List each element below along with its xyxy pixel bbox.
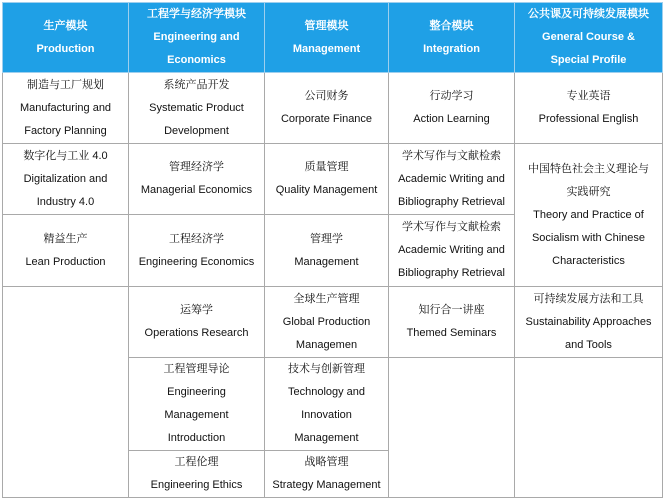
course-cell bbox=[265, 358, 389, 451]
empty-cell bbox=[515, 358, 663, 498]
course-en: Characteristics bbox=[552, 254, 625, 267]
course-cell bbox=[265, 451, 389, 498]
course-cell bbox=[129, 215, 265, 287]
course-en: Lean Production bbox=[25, 255, 106, 268]
course-cell bbox=[265, 73, 389, 144]
course-en: Engineering Ethics bbox=[150, 479, 243, 491]
course-zh: 全球生产管理 bbox=[293, 292, 360, 305]
course-en: Systematic Product bbox=[149, 101, 244, 114]
course-zh: 质量管理 bbox=[304, 161, 349, 173]
course-zh: 知行合一讲座 bbox=[418, 304, 485, 316]
course-en: Digitalization and bbox=[23, 172, 108, 185]
header-en: Engineering and bbox=[153, 31, 240, 43]
course-zh: 运筹学 bbox=[180, 304, 213, 316]
course-cell bbox=[265, 144, 389, 215]
course-cell bbox=[129, 73, 265, 144]
course-en: Management bbox=[164, 409, 229, 421]
course-en: Management bbox=[294, 255, 359, 268]
course-zh: 专业英语 bbox=[566, 90, 611, 102]
header-en: Special Profile bbox=[550, 54, 627, 66]
course-en: Innovation bbox=[301, 409, 352, 421]
course-en: Managemen bbox=[295, 338, 358, 351]
course-en: Factory Planning bbox=[24, 124, 107, 137]
course-en: Quality Management bbox=[275, 184, 378, 196]
course-en: Introduction bbox=[167, 432, 226, 444]
empty-cell bbox=[389, 358, 515, 498]
header-en: Economics bbox=[167, 54, 226, 66]
course-zh: 实践研究 bbox=[566, 185, 611, 198]
course-zh: 可持续发展方法和工具 bbox=[533, 292, 644, 305]
course-en: Engineering bbox=[167, 386, 226, 398]
header-zh: 整合模块 bbox=[429, 19, 474, 32]
course-en: Managerial Economics bbox=[140, 184, 253, 196]
header-integration bbox=[389, 3, 515, 73]
course-zh: 公司财务 bbox=[304, 90, 349, 102]
course-cell bbox=[265, 287, 389, 358]
course-zh: 管理经济学 bbox=[169, 161, 224, 173]
course-en: Bibliography Retrieval bbox=[398, 267, 505, 279]
course-en: Corporate Finance bbox=[280, 113, 373, 125]
course-cell bbox=[265, 215, 389, 287]
course-zh: 战略管理 bbox=[304, 456, 349, 468]
course-zh: 工程伦理 bbox=[174, 456, 219, 468]
course-cell bbox=[389, 73, 515, 144]
course-en: and Tools bbox=[565, 338, 612, 351]
course-cell bbox=[389, 144, 515, 215]
course-en: Theory and Practice of bbox=[533, 208, 644, 221]
course-en: Academic Writing and bbox=[398, 244, 505, 256]
course-zh: 数字化与工业 4.0 bbox=[23, 149, 108, 162]
course-zh: 学术写作与文献检索 bbox=[402, 149, 501, 162]
header-zh: 公共课及可持续发展模块 bbox=[528, 8, 649, 20]
course-cell bbox=[515, 73, 663, 144]
header-row bbox=[3, 3, 663, 73]
course-zh: 行动学习 bbox=[429, 90, 474, 102]
course-zh: 技术与创新管理 bbox=[288, 363, 365, 375]
course-en: Sustainability Approaches bbox=[525, 315, 652, 328]
course-zh: 精益生产 bbox=[43, 232, 88, 245]
course-cell bbox=[3, 215, 129, 287]
course-en: Socialism with Chinese bbox=[531, 231, 646, 244]
course-cell bbox=[129, 144, 265, 215]
table-row bbox=[3, 144, 663, 215]
course-en: Development bbox=[164, 124, 229, 137]
course-zh: 制造与工厂规划 bbox=[27, 78, 104, 91]
course-zh: 学术写作与文献检索 bbox=[402, 221, 501, 233]
header-en: Management bbox=[292, 42, 361, 55]
course-zh: 管理学 bbox=[310, 232, 343, 245]
empty-cell bbox=[3, 287, 129, 498]
course-en: Operations Research bbox=[144, 327, 249, 339]
course-en: Manufacturing and bbox=[19, 101, 112, 114]
table-row bbox=[3, 73, 663, 144]
course-en: Professional English bbox=[538, 113, 639, 125]
course-cell bbox=[389, 287, 515, 358]
course-cell bbox=[515, 287, 663, 358]
header-en: Integration bbox=[423, 42, 480, 55]
header-management bbox=[265, 3, 389, 73]
course-zh: 中国特色社会主义理论与 bbox=[528, 162, 649, 175]
table-row bbox=[3, 287, 663, 358]
course-zh: 系统产品开发 bbox=[163, 78, 230, 91]
header-zh: 工程学与经济学模块 bbox=[147, 8, 246, 20]
course-cell bbox=[129, 451, 265, 498]
header-general bbox=[515, 3, 663, 73]
course-zh: 工程经济学 bbox=[169, 232, 224, 245]
course-en: Strategy Management bbox=[272, 479, 381, 491]
header-en: Production bbox=[36, 42, 95, 55]
course-en: Themed Seminars bbox=[406, 327, 497, 339]
course-en: Action Learning bbox=[413, 113, 490, 125]
course-cell bbox=[515, 144, 663, 287]
course-cell bbox=[3, 144, 129, 215]
course-en: Management bbox=[294, 432, 359, 444]
course-en: Engineering Economics bbox=[138, 255, 255, 268]
course-cell bbox=[129, 287, 265, 358]
course-en: Industry 4.0 bbox=[36, 195, 95, 208]
header-en: General Course & bbox=[542, 31, 635, 43]
curriculum-table bbox=[2, 2, 663, 498]
course-cell bbox=[389, 215, 515, 287]
course-cell bbox=[3, 73, 129, 144]
header-engineering bbox=[129, 3, 265, 73]
course-en: Bibliography Retrieval bbox=[398, 195, 505, 208]
header-zh: 生产模块 bbox=[43, 19, 88, 32]
header-production bbox=[3, 3, 129, 73]
course-en: Academic Writing and bbox=[398, 172, 505, 185]
course-cell bbox=[129, 358, 265, 451]
course-en: Global Production bbox=[282, 315, 371, 328]
course-zh: 工程管理导论 bbox=[163, 363, 230, 375]
header-zh: 管理模块 bbox=[304, 19, 349, 32]
course-en: Technology and bbox=[287, 386, 366, 398]
